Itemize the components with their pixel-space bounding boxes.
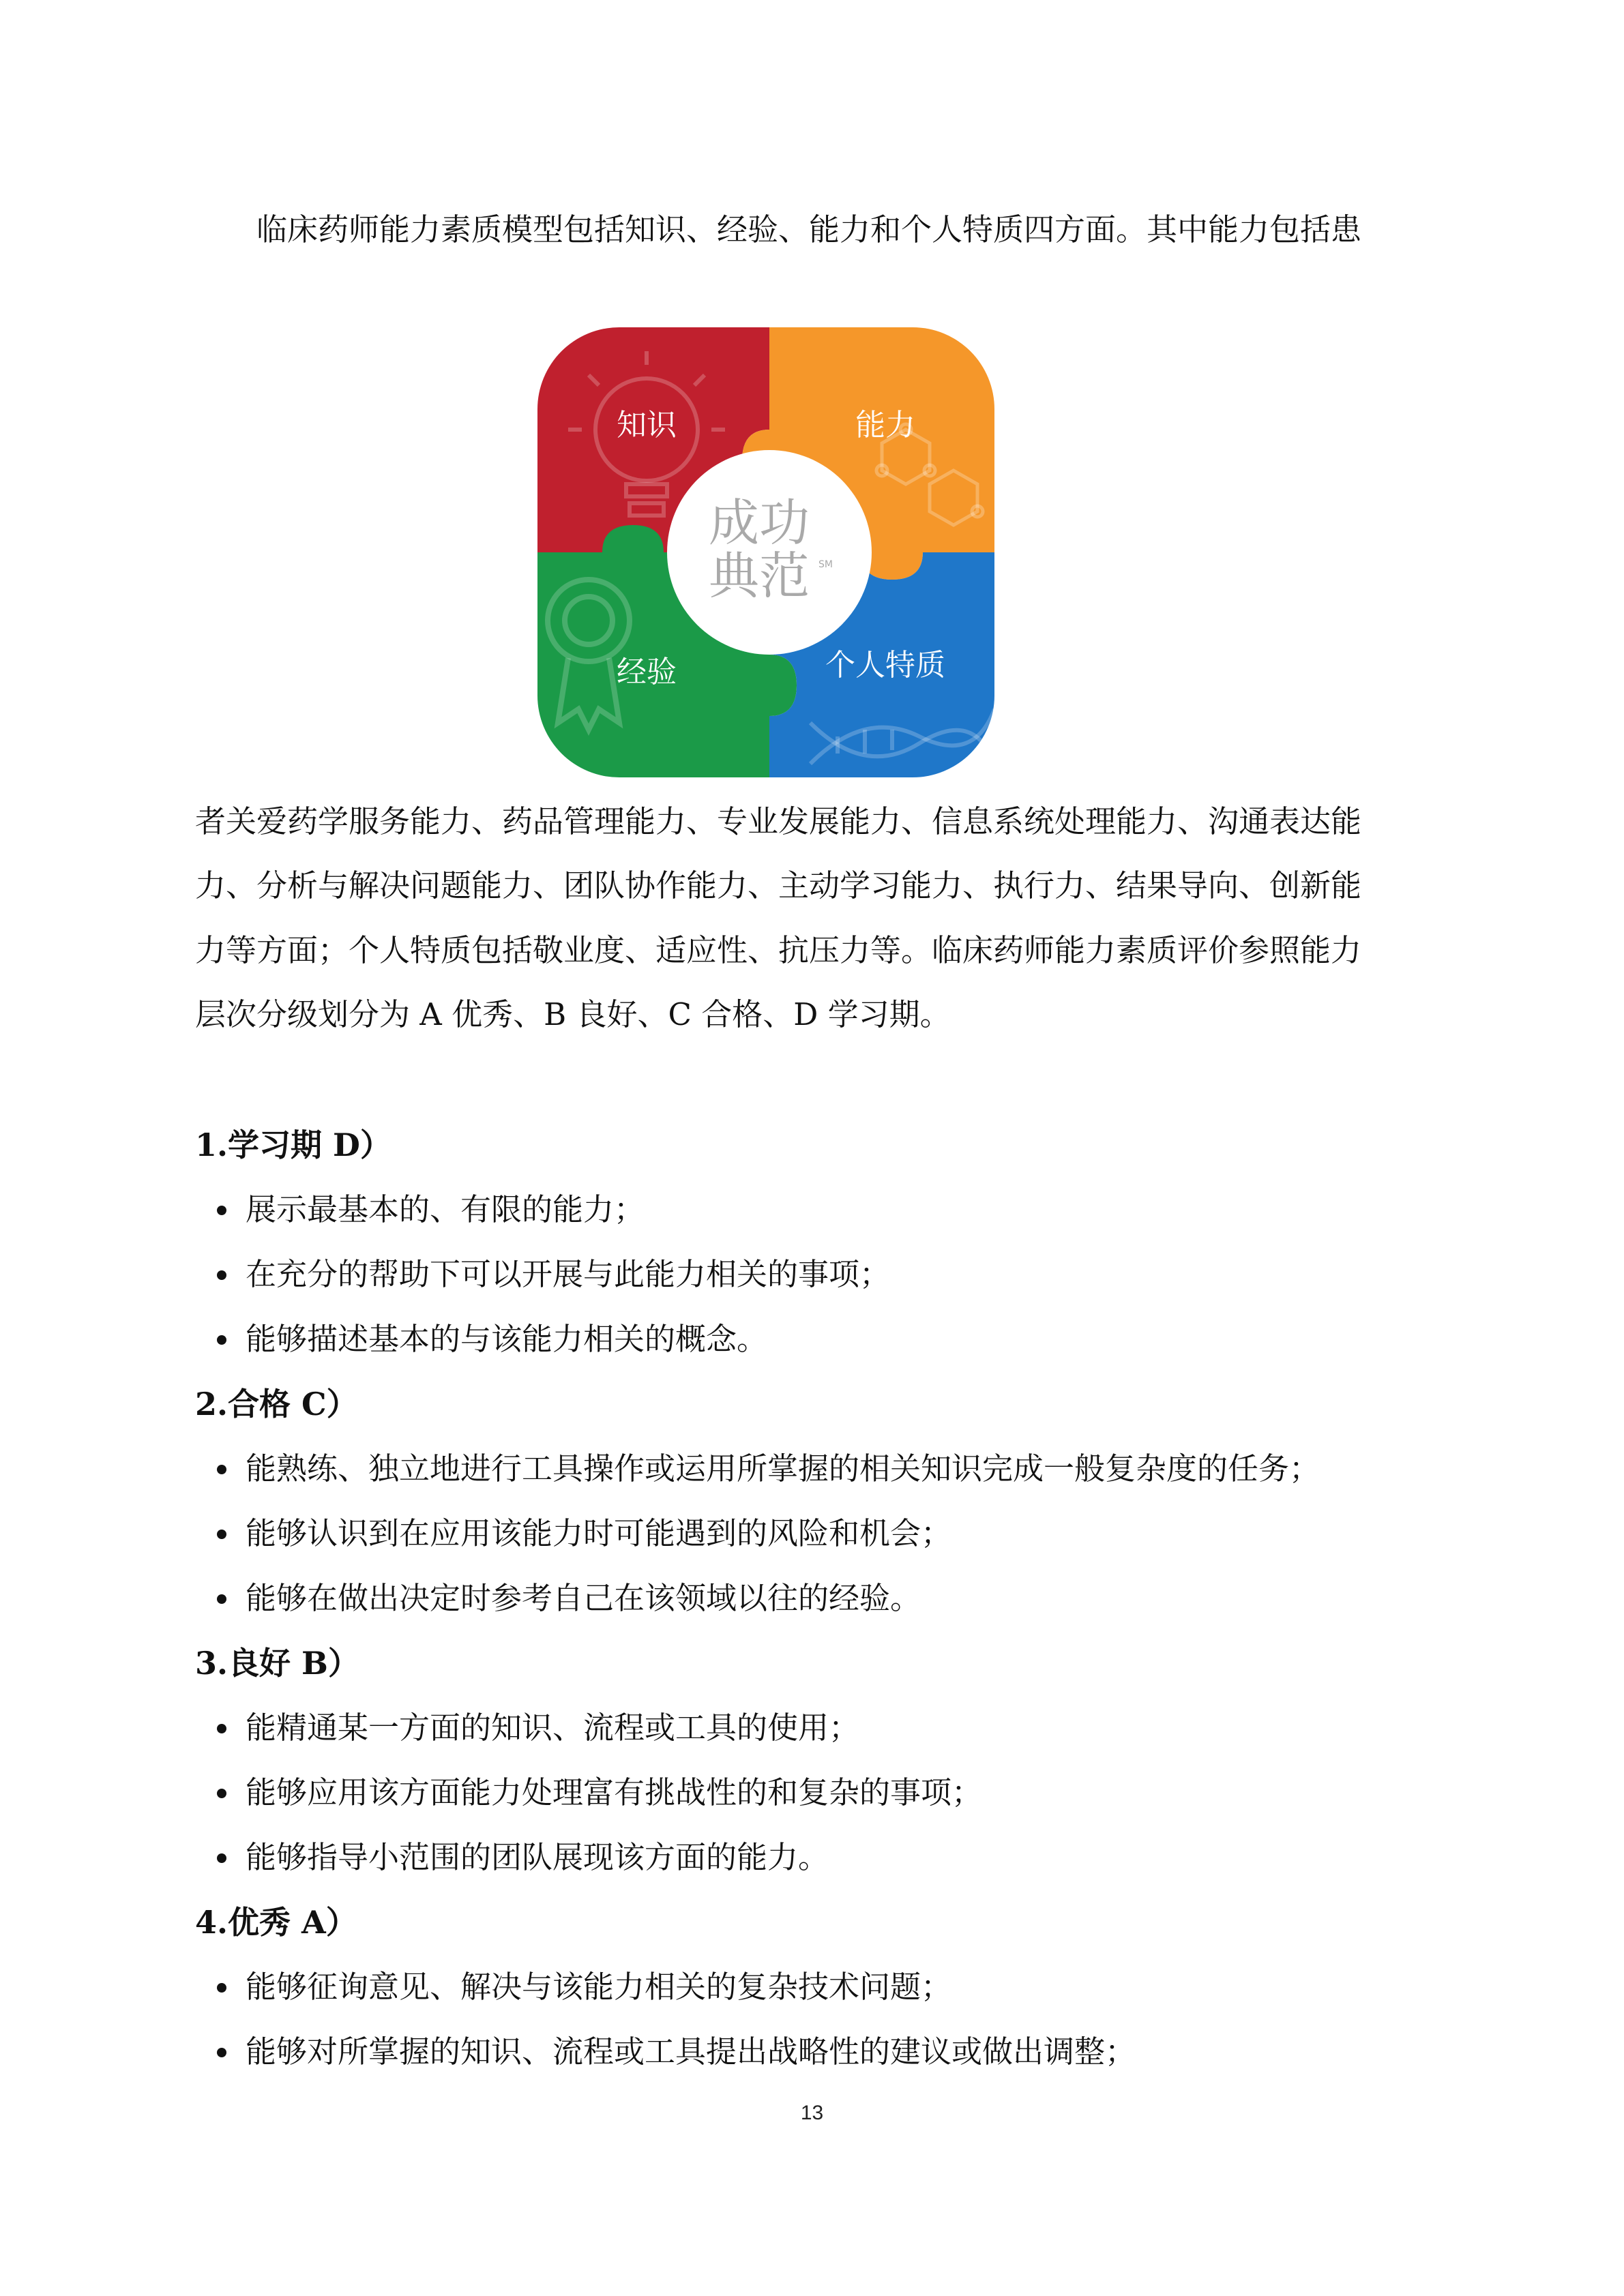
list-item: 能熟练、独立地进行工具操作或运用所掌握的相关知识完成一般复杂度的任务；: [217, 1448, 1320, 1489]
list-item: 能够指导小范围的团队展现该方面的能力。: [217, 1837, 829, 1878]
center-title-line-1: 成功: [709, 494, 810, 552]
ability-label: 能力: [855, 408, 915, 443]
list-item: 能精通某一方面的知识、流程或工具的使用；: [217, 1708, 859, 1748]
section-heading-excellent: 4.优秀 A）: [195, 1904, 357, 1941]
experience-label: 经验: [617, 655, 677, 689]
intro-line-3: 力、分析与解决问题能力、团队协作能力、主动学习能力、执行力、结果导向、创新能: [195, 867, 1362, 904]
bullet-icon: [217, 1983, 226, 1993]
list-item: 展示最基本的、有限的能力；: [217, 1189, 645, 1230]
traits-label: 个人特质: [825, 648, 945, 683]
list-item: 能够认识到在应用该能力时可能遇到的风险和机会；: [217, 1513, 951, 1554]
section-heading-good: 3.良好 B）: [195, 1645, 359, 1682]
bullet-icon: [217, 1335, 226, 1345]
list-item: 在充分的帮助下可以开展与此能力相关的事项；: [217, 1254, 890, 1295]
intro-line-1: 临床药师能力素质模型包括知识、经验、能力和个人特质四方面。其中能力包括患: [256, 211, 1362, 248]
list-item: 能够征询意见、解决与该能力相关的复杂技术问题；: [217, 1967, 951, 2008]
list-item: 能够描述基本的与该能力相关的概念。: [217, 1319, 767, 1360]
bullet-icon: [217, 1530, 226, 1539]
list-item: 能够应用该方面能力处理富有挑战性的和复杂的事项；: [217, 1772, 982, 1813]
intro-line-5: 层次分级划分为 A 优秀、B 良好、C 合格、D 学习期。: [195, 996, 951, 1032]
bullet-icon: [217, 2048, 226, 2057]
list-item: 能够对所掌握的知识、流程或工具提出战略性的建议或做出调整；: [217, 2031, 1136, 2072]
bullet-icon: [217, 1270, 226, 1280]
knowledge-label: 知识: [617, 408, 677, 443]
bullet-icon: [217, 1594, 226, 1604]
center-title-line-2: 典范: [709, 547, 810, 606]
list-item: 能够在做出决定时参考自己在该领域以往的经验。: [217, 1578, 921, 1619]
intro-line-2: 者关爱药学服务能力、药品管理能力、专业发展能力、信息系统处理能力、沟通表达能: [195, 803, 1362, 839]
intro-line-4: 力等方面；个人特质包括敬业度、适应性、抗压力等。临床药师能力素质评价参照能力: [195, 932, 1362, 968]
bullet-icon: [217, 1789, 226, 1798]
competency-model-figure: [537, 327, 994, 777]
section-heading-learning: 1.学习期 D）: [195, 1127, 392, 1163]
service-mark: SM: [818, 559, 833, 570]
page-number: 13: [800, 2102, 824, 2124]
bullet-icon: [217, 1465, 226, 1474]
section-heading-qualified: 2.合格 C）: [195, 1386, 358, 1422]
bullet-icon: [217, 1853, 226, 1863]
bullet-icon: [217, 1206, 226, 1215]
bullet-icon: [217, 1724, 226, 1733]
